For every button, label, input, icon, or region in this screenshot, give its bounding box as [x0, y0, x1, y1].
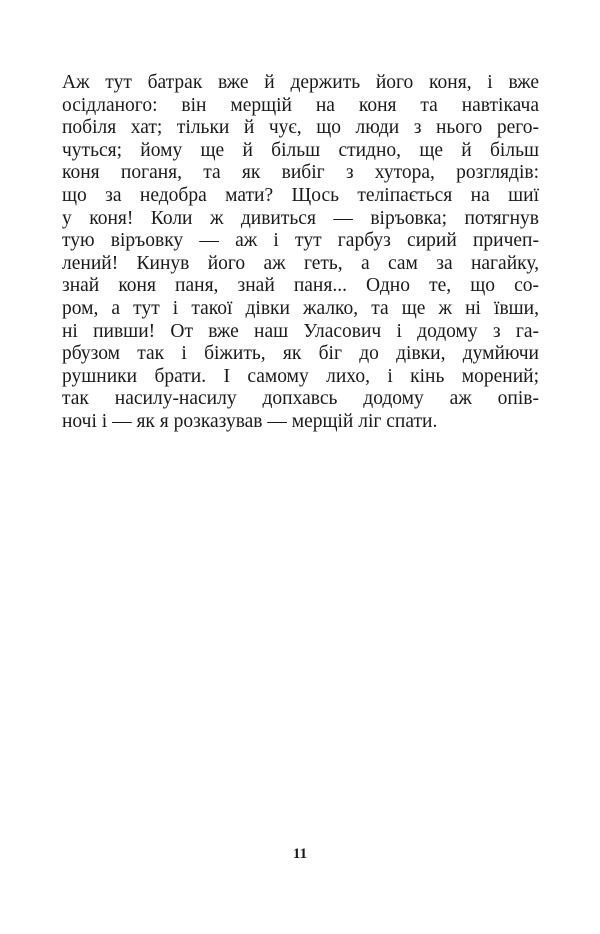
text-line: ром, а тут і такої дівки жалко, та ще ж ні ївши, [62, 297, 539, 319]
text-line: у коня! Коли ж дивиться — віръовка; потягнув [62, 207, 539, 229]
page-number: 11 [292, 846, 308, 862]
text-line: рбузом так і біжить, як біг до дівки, думйючи [62, 343, 539, 365]
text-line: що за недобра мати? Щось теліпається на шиї [62, 184, 539, 206]
text-line: знай коня паня, знай паня... Одно те, що со- [62, 275, 539, 297]
text-line: Аж тут батрак вже й держить його коня, і вже [62, 72, 539, 93]
text-line: коня поганя, та як вибіг з хутора, розглядів: [62, 162, 539, 184]
text-line: ні пивши! От вже наш Уласович і додому з га- [62, 320, 539, 342]
text-line: лений! Кинув його аж геть, а сам за нагайку, [62, 252, 539, 274]
text-line: осідланого: він мерщій на коня та навтікача [62, 94, 539, 116]
text-line: чуться; йому ще й більш стидно, ще й більш [62, 139, 539, 161]
text-line: так насилу-насилу допхавсь додому аж опів- [62, 388, 539, 410]
text-line: рушники брати. І самому лихо, і кінь морений; [62, 365, 539, 387]
body-paragraph [62, 72, 539, 434]
text-line: побіля хат; тільки й чує, що люди з нього рего- [62, 117, 539, 139]
text-line: тую віръовку — аж і тут гарбуз сирий причеп- [62, 230, 539, 252]
text-line: ночі і — як я розказував — мерщій ліг спати. [62, 410, 438, 432]
